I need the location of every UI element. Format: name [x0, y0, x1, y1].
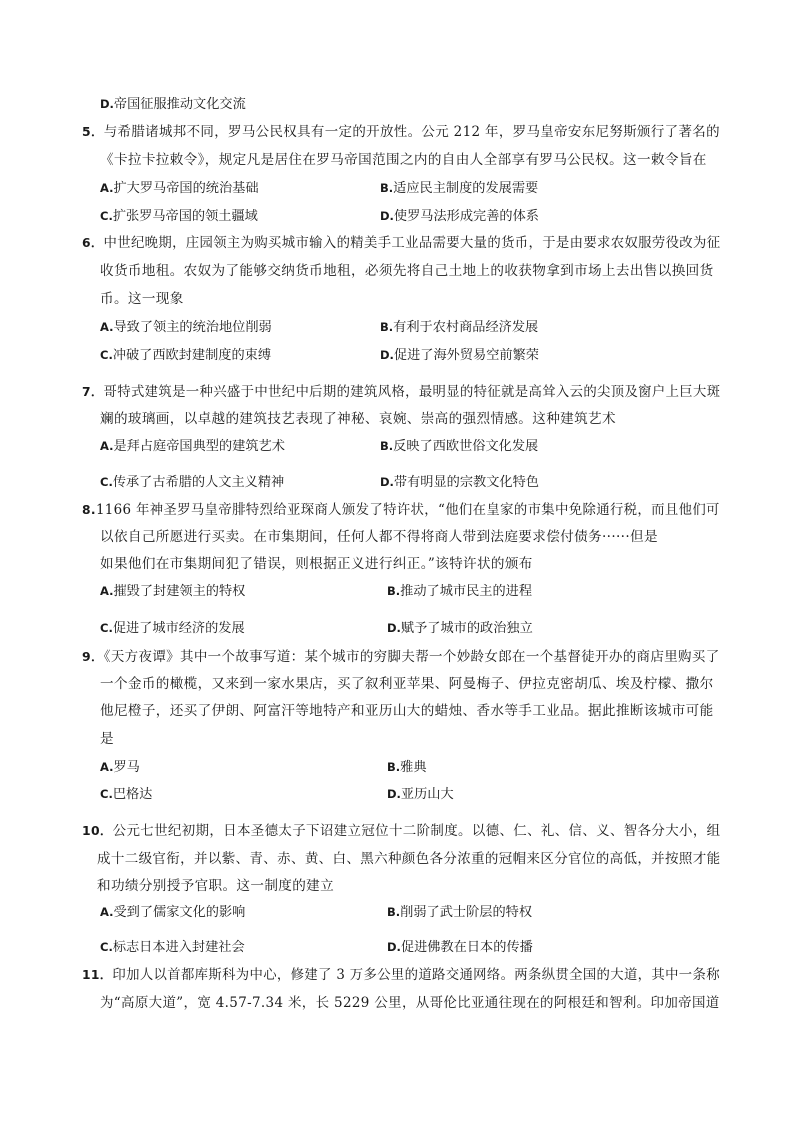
- option-letter: C.: [100, 940, 113, 954]
- option-text: 促进佛教在日本的传播: [400, 940, 533, 955]
- option-letter: A.: [100, 584, 114, 598]
- q6-option-c: [100, 345, 271, 366]
- option-text: 使罗马法形成完善的体系: [393, 209, 539, 224]
- option-letter: B.: [380, 439, 394, 453]
- option-text: 受到了儒家文化的影响: [113, 905, 246, 920]
- q10-option-b: [387, 902, 532, 923]
- q5-option-a: [100, 178, 259, 199]
- option-text: 促进了城市经济的发展: [112, 621, 245, 636]
- option-text: 扩大罗马帝国的统治基础: [113, 181, 259, 196]
- stem-text: 中世纪晚期，庄园领主为购买城市输入的精美手工业品需要大量的货币，于是由要求农奴服劳役改为征: [103, 235, 721, 251]
- option-letter: C.: [100, 348, 113, 362]
- option-text: 帝国征服推动文化交流: [113, 97, 246, 112]
- question-number: 5．: [82, 124, 104, 139]
- q8-option-d: [387, 618, 533, 639]
- option-text: 是拜占庭帝国典型的建筑艺术: [113, 439, 285, 454]
- stem-text: 印加人以首都库斯科为中心，修建了 3 万多公里的道路交通网络。两条纵贯全国的大道，其中一条称: [112, 967, 720, 983]
- option-letter: C.: [100, 621, 113, 635]
- option-text: 亚历山大: [400, 787, 454, 802]
- option-letter: B.: [387, 905, 401, 919]
- q10-option-c: [100, 937, 245, 958]
- option-letter: D.: [380, 475, 394, 489]
- option-letter: D.: [387, 787, 401, 801]
- q9-option-d: [387, 784, 454, 805]
- q6-option-d: [380, 345, 539, 366]
- q5-option-c: [100, 206, 258, 227]
- option-text: 带有明显的宗教文化特色: [393, 475, 539, 490]
- question-number: 6．: [82, 235, 104, 250]
- stem-text: 与希腊诸城邦不同，罗马公民权具有一定的开放性。公元 212 年，罗马皇帝安东尼努斯颁行了著名的: [103, 124, 720, 140]
- option-text: 有利于农村商品经济发展: [393, 320, 539, 335]
- q9-stem-line-3: 他尼橙子，还买了伊朗、阿富汗等地特产和亚历山大的蜡烛、香水等手工业品。据此推断该城市可能: [100, 703, 714, 719]
- q7-option-d: [380, 472, 539, 493]
- option-text: 推动了城市民主的进程: [400, 584, 533, 599]
- option-letter: D.: [100, 97, 114, 111]
- option-letter: D.: [380, 209, 394, 223]
- q4-option-d: [100, 94, 246, 115]
- option-text: 促进了海外贸易空前繁荣: [393, 348, 539, 363]
- option-letter: B.: [380, 181, 394, 195]
- question-number: 9．: [82, 649, 104, 664]
- option-letter: A.: [100, 439, 114, 453]
- stem-text: 1166 年神圣罗马皇帝腓特烈给亚琛商人颁发了特许状，“他们在皇家的市集中免除通行税，而且他们可: [95, 502, 720, 518]
- q6-stem-line-1: [82, 233, 720, 253]
- question-number: 11．: [82, 967, 113, 982]
- option-letter: C.: [100, 787, 113, 801]
- q10-option-d: [387, 937, 533, 958]
- option-text: 赋予了城市的政治独立: [400, 621, 533, 636]
- question-number: 7．: [82, 384, 104, 399]
- option-letter: D.: [387, 621, 401, 635]
- option-text: 巴格达: [112, 787, 153, 802]
- option-letter: A.: [100, 181, 114, 195]
- q5-stem-line-2: 《卡拉卡拉敕令》，规定凡是居住在罗马帝国范围之内的自由人全部享有罗马公民权。这一敕令旨在: [100, 152, 707, 168]
- q7-stem-line-1: [82, 382, 720, 402]
- q8-stem-line-1: [82, 500, 720, 520]
- option-letter: B.: [387, 584, 401, 598]
- option-text: 冲破了西欧封建制度的束缚: [112, 348, 272, 363]
- q7-option-a: [100, 436, 285, 457]
- q8-option-a: [100, 581, 245, 602]
- q5-option-d: [380, 206, 539, 227]
- q7-stem-line-2: 斓的玻璃画，以卓越的建筑技艺表现了神秘、哀婉、崇高的强烈情感。这种建筑艺术: [100, 411, 616, 427]
- q6-stem-line-3: 币。这一现象: [100, 291, 184, 307]
- q6-option-b: [380, 317, 538, 338]
- option-text: 削弱了武士阶层的特权: [400, 905, 533, 920]
- option-letter: D.: [387, 940, 401, 954]
- q11-stem-line-1: [82, 965, 720, 985]
- q5-stem-line-1: [82, 122, 720, 142]
- option-text: 雅典: [400, 760, 427, 775]
- q8-option-c: [100, 618, 245, 639]
- option-text: 适应民主制度的发展需要: [393, 181, 539, 196]
- option-letter: B.: [380, 320, 394, 334]
- option-text: 扩张罗马帝国的领土疆域: [112, 209, 258, 224]
- stem-text: 公元七世纪初期，日本圣德太子下诏建立冠位十二阶制度。以德、仁、礼、信、义、智各分大小，组: [112, 823, 721, 839]
- option-letter: C.: [100, 475, 113, 489]
- q10-stem-line-3: 和功绩分别授予官职。这一制度的建立: [97, 878, 335, 894]
- q6-stem-line-2: 收货币地租。农奴为了能够交纳货币地租，必须先将自己土地上的收获物拿到市场上去出售以换回货: [100, 263, 714, 279]
- option-text: 罗马: [113, 760, 140, 775]
- option-letter: A.: [100, 760, 114, 774]
- option-text: 反映了西欧世俗文化发展: [393, 439, 539, 454]
- option-letter: A.: [100, 320, 114, 334]
- q9-stem-line-4: 是: [100, 731, 114, 747]
- q9-stem-line-1: [82, 647, 720, 667]
- option-text: 摧毁了封建领主的特权: [113, 584, 246, 599]
- question-number: 10．: [82, 823, 113, 838]
- q8-stem-line-2: 以依自己所愿进行买卖。在市集期间，任何人都不得将商人带到法庭要求偿付债务······但是: [100, 529, 658, 545]
- option-text: 标志日本进入封建社会: [112, 940, 245, 955]
- option-letter: B.: [387, 760, 401, 774]
- stem-text: 《天方夜谭》其中一个故事写道：某个城市的穷脚夫帮一个妙龄女郎在一个基督徒开办的商店里购买了: [103, 649, 720, 665]
- option-text: 导致了领主的统治地位削弱: [113, 320, 272, 335]
- option-letter: C.: [100, 209, 113, 223]
- q10-option-a: [100, 902, 245, 923]
- q10-stem-line-1: [82, 821, 720, 841]
- q6-option-a: [100, 317, 272, 338]
- q9-option-c: [100, 784, 152, 805]
- option-text: 传承了古希腊的人文主义精神: [112, 475, 285, 490]
- q8-option-b: [387, 581, 532, 602]
- q9-option-b: [387, 757, 427, 778]
- q8-stem-line-3: 如果他们在市集期间犯了错误，则根据正义进行纠正。”该特许状的颁布: [100, 556, 533, 572]
- option-letter: D.: [380, 348, 394, 362]
- q9-stem-line-2: 一个金币的橄榄，又来到一家水果店，买了叙利亚苹果、阿曼梅子、伊拉克密胡瓜、埃及柠檬、撒尔: [100, 676, 714, 692]
- q7-option-b: [380, 436, 538, 457]
- q5-option-b: [380, 178, 538, 199]
- q9-option-a: [100, 757, 140, 778]
- q11-stem-line-2: 为“高原大道”，宽 4.57-7.34 米，长 5229 公里，从哥伦比亚通往现在的阿根廷和智利。印加帝国道: [100, 995, 720, 1011]
- q10-stem-line-2: 成十二级官衔，并以紫、青、赤、黄、白、黑六种颜色各分浓重的冠帽来区分官位的高低，并按照才能: [97, 851, 721, 867]
- stem-text: 哥特式建筑是一种兴盛于中世纪中后期的建筑风格，最明显的特征就是高耸入云的尖顶及窗户上巨大斑: [103, 384, 721, 400]
- q7-option-c: [100, 472, 284, 493]
- question-number: 8.: [82, 502, 96, 517]
- option-letter: A.: [100, 905, 114, 919]
